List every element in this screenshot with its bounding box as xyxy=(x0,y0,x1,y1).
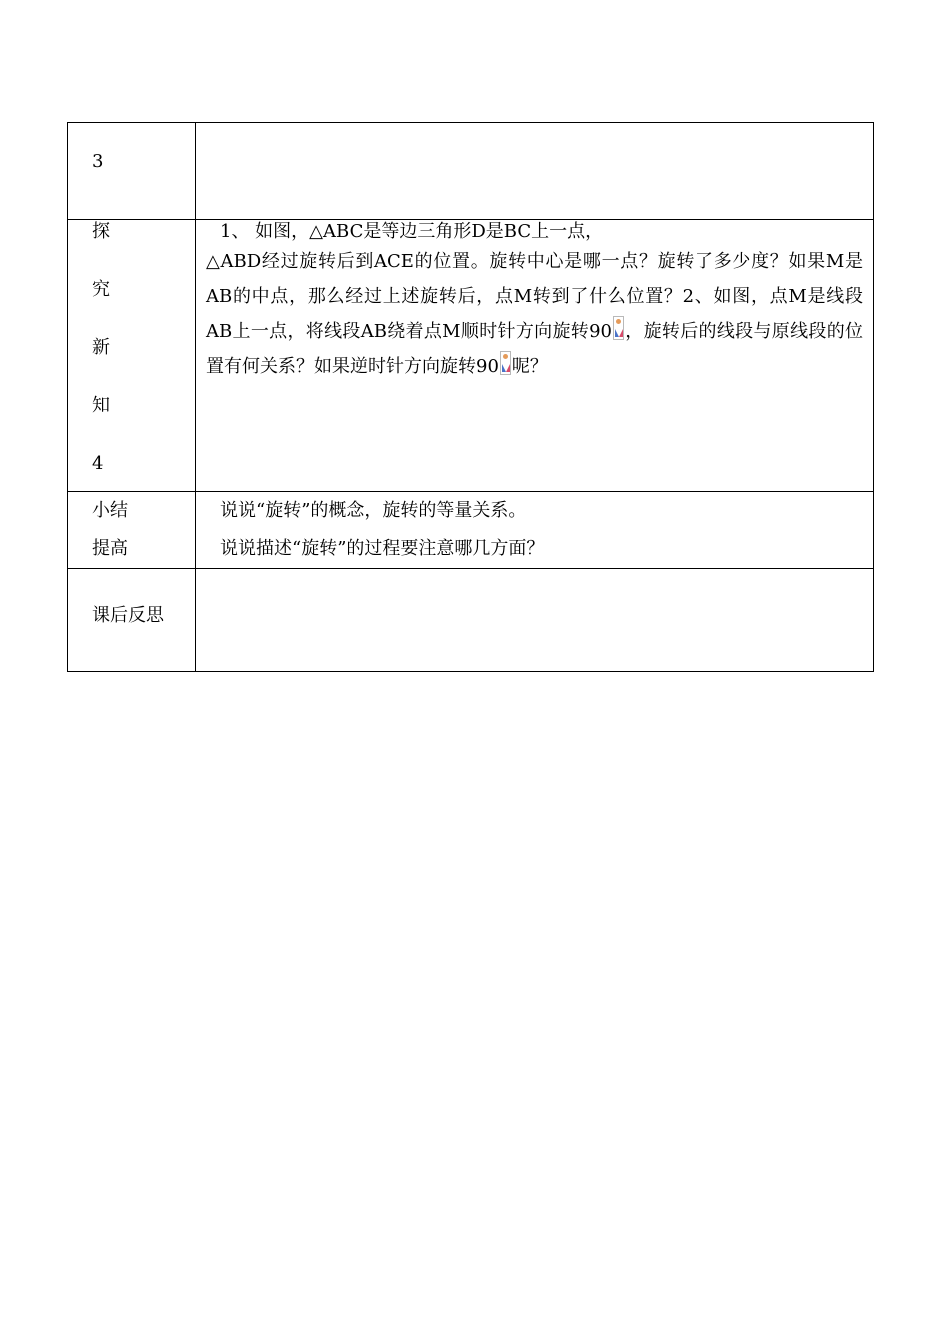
table-row xyxy=(68,569,874,672)
label-char: 知 xyxy=(92,395,110,416)
summary-label-line: 提高 xyxy=(92,538,128,559)
summary-label xyxy=(68,492,195,568)
question-text-c: 呢？ xyxy=(511,356,548,377)
question-text-b: ，旋转后的线段与原线段的位置有何关系？如果逆时针方向旋转90 xyxy=(206,321,864,377)
row-label-cell xyxy=(68,492,196,569)
row-content-cell xyxy=(196,569,874,672)
summary-text xyxy=(196,492,873,568)
label-char: 新 xyxy=(92,337,110,358)
reflection-label: 课后反思 xyxy=(92,605,164,626)
summary-label-line: 小结 xyxy=(92,500,128,521)
vertical-label xyxy=(68,220,195,476)
question-line-1: 1、 如图，△ABC是等边三角形D是BC上一点， xyxy=(220,221,604,242)
summary-line: 说说描述“旋转”的过程要注意哪几方面？ xyxy=(220,538,545,559)
label-char: 究 xyxy=(92,279,110,300)
row-content-cell xyxy=(196,492,874,569)
row-content-cell xyxy=(196,220,874,492)
question-paragraph xyxy=(206,244,863,384)
row-label-cell xyxy=(68,123,196,220)
row-label-cell xyxy=(68,569,196,672)
image-placeholder-icon xyxy=(500,351,511,375)
table-row xyxy=(68,220,874,492)
row-label-cell xyxy=(68,220,196,492)
exploration-text xyxy=(196,220,873,384)
question-text-a: △ABD经过旋转后到ACE的位置。旋转中心是哪一点？旋转了多少度？如果M是AB的中点，那么经过上述旋转后，点M转到了什么位置？2、如图，点M是线段AB上一点，将线段AB绕着点M顺时针方向旋转90 xyxy=(206,251,863,342)
image-placeholder-icon xyxy=(613,316,624,340)
lesson-table xyxy=(67,122,874,672)
label-char: 探 xyxy=(92,221,110,242)
label-number: 4 xyxy=(92,453,104,474)
table-row xyxy=(68,492,874,569)
table-row xyxy=(68,123,874,220)
row-label: 3 xyxy=(92,151,104,172)
summary-line: 说说“旋转”的概念，旋转的等量关系。 xyxy=(220,500,527,521)
row-content-cell xyxy=(196,123,874,220)
